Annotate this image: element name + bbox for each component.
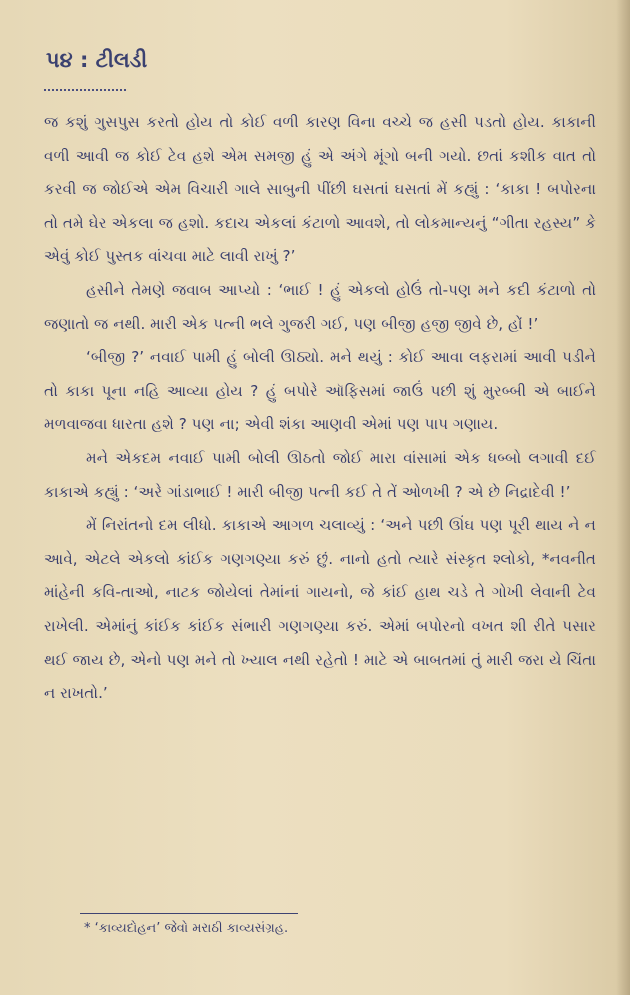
header-dotted-rule [44, 84, 126, 91]
paragraph-3: ‘બીજી ?’ નવાઈ પામી હું બોલી ઊઠ્યો. મને થયું : કોઈ આવા લફરામાં આવી પડીને તો કાકા પૂના નહિ આવ્યા હોય ? હું બપોરે ઑફિસમાં જાઉં પછી શું મુરબ્બી એ બાઈને મળવાજવા ધારતા હશે ? પણ ના; એવી શંકા આણવી એમાં પણ પાપ ગણાય. [44, 348, 596, 434]
paragraph-1: જ કશું ગુસપુસ કરતો હોય તો કોઈ વળી કારણ વિના વચ્ચે જ હસી પડતો હોય. કાકાની વળી આવી જ કોઈ ટેવ હશે એમ સમજી હું એ અંગે મૂંગો બની ગયો. છતાં કશીક વાત તો કરવી જ જોઈએ એમ વિચારી ગાલે સાબુની પીંછી ઘસતાં ઘસતાં મેં કહ્યું : ‘કાકા ! બપોરના તો તમે ઘેર એકલા જ હશો. કદાચ એકલાં કંટાળો આવશે, તો લોકમાન્યનું “ગીતા રહસ્ય” કે એવું કોઈ પુસ્તક વાંચવા માટે લાવી રાખું ?’ [44, 113, 596, 266]
paragraph-2: હસીને તેમણે જવાબ આપ્યો : ‘ભાઈ ! હું એકલો હોઉં તો-પણ મને કદી કંટાળો તો જણાતો જ નથી. મારી એક પત્ની ભલે ગુજરી ગઈ, પણ બીજી હજી જીવે છે, હોં !’ [44, 280, 596, 333]
paragraph-4: મને એકદમ નવાઈ પામી બોલી ઊઠતો જોઈ મારા વાંસામાં એક ધબ્બો લગાવી દઈ કાકાએ કહ્યું : ‘અરે ગાંડાભાઈ ! મારી બીજી પત્ની કઈ તે તેં ઓળખી ? એ છે નિદ્રાદેવી !’ [44, 448, 596, 501]
paragraph-5: મેં નિરાંતનો દમ લીધો. કાકાએ આગળ ચલાવ્યું : ‘અને પછી ઊંઘ પણ પૂરી થાય ને ન આવે, એટલે એકલો કાંઈક ગણગણ્યા કરું છું. નાનો હતો ત્યારે સંસ્કૃત શ્લોકો, *નવનીત માંહેની કવિ-તાઓ, નાટક જોયેલાં તેમાંનાં ગાયનો, જે કાંઈ હાથ ચડે તે ગોખી લેવાની ટેવ રાખેલી. એમાંનું કાંઈક કાંઈક સંભારી ગણગણ્યા કરું. એમાં બપોરનો વખત શી રીતે પસાર થઈ જાય છે, એનો પણ મને તો ખ્યાલ નથી રહેતો ! માટે એ બાબતમાં તું મારી જરા યે ચિંતા ન રાખતો.’ [44, 516, 596, 703]
page-header: પ૪ : ટીલડી [46, 48, 148, 72]
footnote-rule [80, 913, 298, 914]
footnote: * ‘કાવ્યદોહન’ જેવો મરાઠી કાવ્યસંગ્રહ. [84, 921, 289, 936]
page-spine-shadow [616, 0, 630, 995]
page-body [44, 106, 596, 711]
